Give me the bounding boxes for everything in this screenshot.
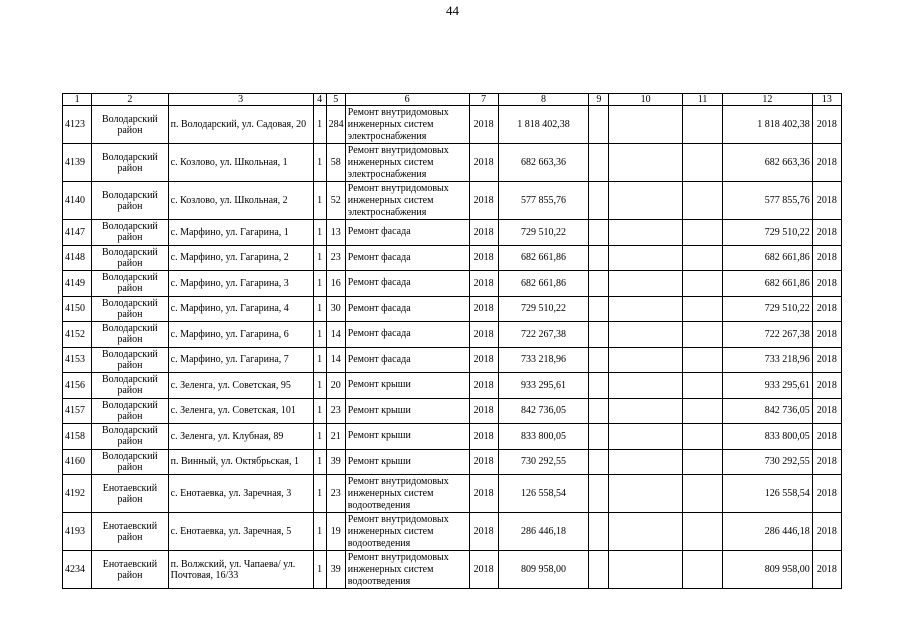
cell-col9 — [589, 513, 609, 551]
cell-cost: 682 663,36 — [498, 144, 589, 182]
cell-cost: 682 661,86 — [498, 271, 589, 297]
cell-work-type: Ремонт внутридомовых инженерных систем водоотведения — [345, 551, 469, 589]
cell-col11 — [682, 424, 722, 450]
cell-address: с. Марфино, ул. Гагарина, 1 — [168, 220, 313, 246]
cell-district: Володарский район — [92, 322, 168, 348]
cell-cost: 286 446,18 — [498, 513, 589, 551]
cell-year-final: 2018 — [812, 398, 841, 424]
cell-col5: 20 — [326, 373, 345, 399]
cell-total: 729 510,22 — [723, 296, 813, 322]
cell-col10 — [609, 182, 682, 220]
cell-work-type: Ремонт крыши — [345, 449, 469, 475]
column-header: 7 — [469, 94, 498, 106]
cell-record-id: 4152 — [63, 322, 92, 348]
cell-col11 — [682, 144, 722, 182]
cell-year-final: 2018 — [812, 296, 841, 322]
cell-address: п. Винный, ул. Октябрьская, 1 — [168, 449, 313, 475]
cell-cost: 682 661,86 — [498, 245, 589, 271]
cell-year-final: 2018 — [812, 322, 841, 348]
cell-year: 2018 — [469, 220, 498, 246]
cell-work-type: Ремонт внутридомовых инженерных систем электроснабжения — [345, 106, 469, 144]
cell-year-final: 2018 — [812, 513, 841, 551]
cell-col5: 23 — [326, 475, 345, 513]
cell-year: 2018 — [469, 424, 498, 450]
cell-col4: 1 — [313, 398, 326, 424]
cell-year-final: 2018 — [812, 182, 841, 220]
table-row — [63, 551, 842, 589]
cell-address: с. Козлово, ул. Школьная, 1 — [168, 144, 313, 182]
cell-col5: 52 — [326, 182, 345, 220]
cell-cost: 729 510,22 — [498, 296, 589, 322]
cell-col10 — [609, 551, 682, 589]
cell-col4: 1 — [313, 551, 326, 589]
cell-col4: 1 — [313, 513, 326, 551]
cell-year: 2018 — [469, 296, 498, 322]
cell-col10 — [609, 271, 682, 297]
cell-year-final: 2018 — [812, 551, 841, 589]
column-header: 1 — [63, 94, 92, 106]
cell-col11 — [682, 347, 722, 373]
cell-year-final: 2018 — [812, 475, 841, 513]
cell-col4: 1 — [313, 347, 326, 373]
column-header: 13 — [812, 94, 841, 106]
cell-district: Володарский район — [92, 271, 168, 297]
cell-record-id: 4157 — [63, 398, 92, 424]
cell-col9 — [589, 322, 609, 348]
cell-address: с. Козлово, ул. Школьная, 2 — [168, 182, 313, 220]
cell-year: 2018 — [469, 513, 498, 551]
cell-total: 842 736,05 — [723, 398, 813, 424]
cell-col11 — [682, 322, 722, 348]
column-header: 6 — [345, 94, 469, 106]
cell-year-final: 2018 — [812, 424, 841, 450]
cell-address: с. Марфино, ул. Гагарина, 3 — [168, 271, 313, 297]
cell-col5: 13 — [326, 220, 345, 246]
cell-work-type: Ремонт фасада — [345, 220, 469, 246]
cell-col4: 1 — [313, 475, 326, 513]
cell-col10 — [609, 475, 682, 513]
cell-cost: 733 218,96 — [498, 347, 589, 373]
cell-col5: 23 — [326, 398, 345, 424]
cell-record-id: 4147 — [63, 220, 92, 246]
cell-col9 — [589, 296, 609, 322]
cell-district: Володарский район — [92, 245, 168, 271]
cell-col4: 1 — [313, 182, 326, 220]
cell-col11 — [682, 449, 722, 475]
cell-work-type: Ремонт крыши — [345, 373, 469, 399]
column-header: 8 — [498, 94, 589, 106]
table-row — [63, 296, 842, 322]
cell-year-final: 2018 — [812, 220, 841, 246]
cell-record-id: 4149 — [63, 271, 92, 297]
column-header: 5 — [326, 94, 345, 106]
table-row — [63, 322, 842, 348]
cell-total: 577 855,76 — [723, 182, 813, 220]
cell-col9 — [589, 551, 609, 589]
table-row — [63, 424, 842, 450]
column-header: 12 — [723, 94, 813, 106]
column-number-row — [63, 94, 842, 106]
cell-col9 — [589, 245, 609, 271]
cell-col11 — [682, 296, 722, 322]
cell-year: 2018 — [469, 322, 498, 348]
cell-year: 2018 — [469, 245, 498, 271]
cell-year: 2018 — [469, 475, 498, 513]
cell-cost: 833 800,05 — [498, 424, 589, 450]
cell-col4: 1 — [313, 106, 326, 144]
repair-program-table — [62, 93, 842, 589]
cell-district: Володарский район — [92, 144, 168, 182]
cell-total: 730 292,55 — [723, 449, 813, 475]
cell-work-type: Ремонт фасада — [345, 245, 469, 271]
cell-record-id: 4140 — [63, 182, 92, 220]
table-row — [63, 475, 842, 513]
cell-year: 2018 — [469, 551, 498, 589]
cell-col10 — [609, 449, 682, 475]
cell-record-id: 4150 — [63, 296, 92, 322]
cell-col9 — [589, 144, 609, 182]
cell-address: с. Енотаевка, ул. Заречная, 3 — [168, 475, 313, 513]
cell-col11 — [682, 245, 722, 271]
cell-col10 — [609, 424, 682, 450]
cell-address: п. Володарский, ул. Садовая, 20 — [168, 106, 313, 144]
cell-col5: 58 — [326, 144, 345, 182]
table-row — [63, 245, 842, 271]
cell-address: п. Волжский, ул. Чапаева/ ул. Почтовая, 16/33 — [168, 551, 313, 589]
column-header: 10 — [609, 94, 682, 106]
cell-record-id: 4153 — [63, 347, 92, 373]
cell-col9 — [589, 347, 609, 373]
cell-col9 — [589, 449, 609, 475]
cell-col5: 30 — [326, 296, 345, 322]
cell-work-type: Ремонт крыши — [345, 398, 469, 424]
cell-col10 — [609, 398, 682, 424]
table-row — [63, 373, 842, 399]
cell-col9 — [589, 373, 609, 399]
cell-col5: 23 — [326, 245, 345, 271]
cell-year-final: 2018 — [812, 271, 841, 297]
cell-col11 — [682, 220, 722, 246]
cell-total: 729 510,22 — [723, 220, 813, 246]
cell-col5: 39 — [326, 551, 345, 589]
cell-cost: 730 292,55 — [498, 449, 589, 475]
cell-col5: 19 — [326, 513, 345, 551]
cell-col4: 1 — [313, 271, 326, 297]
cell-cost: 933 295,61 — [498, 373, 589, 399]
cell-address: с. Марфино, ул. Гагарина, 2 — [168, 245, 313, 271]
cell-year: 2018 — [469, 106, 498, 144]
column-header: 3 — [168, 94, 313, 106]
cell-col5: 39 — [326, 449, 345, 475]
cell-record-id: 4234 — [63, 551, 92, 589]
cell-year-final: 2018 — [812, 347, 841, 373]
cell-col4: 1 — [313, 296, 326, 322]
cell-district: Володарский район — [92, 220, 168, 246]
cell-work-type: Ремонт фасада — [345, 296, 469, 322]
cell-district: Володарский район — [92, 182, 168, 220]
cell-district: Володарский район — [92, 296, 168, 322]
cell-col10 — [609, 373, 682, 399]
cell-year: 2018 — [469, 373, 498, 399]
cell-col5: 284 — [326, 106, 345, 144]
cell-record-id: 4158 — [63, 424, 92, 450]
cell-address: с. Марфино, ул. Гагарина, 6 — [168, 322, 313, 348]
cell-year: 2018 — [469, 347, 498, 373]
cell-year-final: 2018 — [812, 373, 841, 399]
column-header: 9 — [589, 94, 609, 106]
cell-work-type: Ремонт крыши — [345, 424, 469, 450]
cell-district: Енотаевский район — [92, 551, 168, 589]
cell-total: 682 661,86 — [723, 245, 813, 271]
cell-year: 2018 — [469, 144, 498, 182]
cell-cost: 842 736,05 — [498, 398, 589, 424]
column-header: 11 — [682, 94, 722, 106]
cell-cost: 1 818 402,38 — [498, 106, 589, 144]
table-row — [63, 106, 842, 144]
table-row — [63, 347, 842, 373]
table-row — [63, 449, 842, 475]
cell-district: Володарский район — [92, 424, 168, 450]
cell-year-final: 2018 — [812, 106, 841, 144]
cell-col9 — [589, 398, 609, 424]
cell-work-type: Ремонт внутридомовых инженерных систем водоотведения — [345, 475, 469, 513]
cell-total: 1 818 402,38 — [723, 106, 813, 144]
cell-cost: 126 558,54 — [498, 475, 589, 513]
cell-work-type: Ремонт внутридомовых инженерных систем электроснабжения — [345, 182, 469, 220]
cell-district: Енотаевский район — [92, 513, 168, 551]
cell-col10 — [609, 296, 682, 322]
cell-address: с. Енотаевка, ул. Заречная, 5 — [168, 513, 313, 551]
cell-col11 — [682, 373, 722, 399]
cell-col11 — [682, 551, 722, 589]
cell-col4: 1 — [313, 373, 326, 399]
cell-total: 682 661,86 — [723, 271, 813, 297]
cell-work-type: Ремонт внутридомовых инженерных систем электроснабжения — [345, 144, 469, 182]
cell-record-id: 4192 — [63, 475, 92, 513]
cell-col9 — [589, 220, 609, 246]
cell-col5: 16 — [326, 271, 345, 297]
cell-col5: 21 — [326, 424, 345, 450]
cell-year-final: 2018 — [812, 245, 841, 271]
cell-record-id: 4156 — [63, 373, 92, 399]
cell-col4: 1 — [313, 424, 326, 450]
page-number: 44 — [446, 3, 459, 18]
cell-col10 — [609, 513, 682, 551]
cell-work-type: Ремонт внутридомовых инженерных систем водоотведения — [345, 513, 469, 551]
cell-year: 2018 — [469, 398, 498, 424]
cell-address: с. Марфино, ул. Гагарина, 7 — [168, 347, 313, 373]
cell-col4: 1 — [313, 220, 326, 246]
cell-record-id: 4193 — [63, 513, 92, 551]
cell-record-id: 4160 — [63, 449, 92, 475]
table-row — [63, 398, 842, 424]
table-row — [63, 182, 842, 220]
cell-district: Енотаевский район — [92, 475, 168, 513]
cell-col11 — [682, 475, 722, 513]
table-row — [63, 144, 842, 182]
cell-year-final: 2018 — [812, 449, 841, 475]
cell-work-type: Ремонт фасада — [345, 271, 469, 297]
cell-col4: 1 — [313, 144, 326, 182]
cell-district: Володарский район — [92, 106, 168, 144]
cell-address: с. Зеленга, ул. Советская, 101 — [168, 398, 313, 424]
cell-total: 126 558,54 — [723, 475, 813, 513]
column-header: 4 — [313, 94, 326, 106]
cell-col11 — [682, 271, 722, 297]
cell-year-final: 2018 — [812, 144, 841, 182]
cell-col10 — [609, 106, 682, 144]
cell-col10 — [609, 220, 682, 246]
cell-col5: 14 — [326, 347, 345, 373]
cell-year: 2018 — [469, 449, 498, 475]
cell-total: 722 267,38 — [723, 322, 813, 348]
cell-col9 — [589, 475, 609, 513]
cell-col10 — [609, 144, 682, 182]
cell-col11 — [682, 513, 722, 551]
cell-district: Володарский район — [92, 449, 168, 475]
cell-address: с. Марфино, ул. Гагарина, 4 — [168, 296, 313, 322]
cell-cost: 729 510,22 — [498, 220, 589, 246]
cell-col11 — [682, 398, 722, 424]
cell-col4: 1 — [313, 245, 326, 271]
cell-total: 733 218,96 — [723, 347, 813, 373]
cell-col11 — [682, 182, 722, 220]
table-row — [63, 271, 842, 297]
table-row — [63, 220, 842, 246]
cell-address: с. Зеленга, ул. Клубная, 89 — [168, 424, 313, 450]
cell-total: 933 295,61 — [723, 373, 813, 399]
cell-col10 — [609, 245, 682, 271]
cell-cost: 722 267,38 — [498, 322, 589, 348]
cell-col9 — [589, 106, 609, 144]
cell-district: Володарский район — [92, 347, 168, 373]
cell-district: Володарский район — [92, 373, 168, 399]
cell-col4: 1 — [313, 449, 326, 475]
cell-year: 2018 — [469, 182, 498, 220]
cell-record-id: 4123 — [63, 106, 92, 144]
cell-address: с. Зеленга, ул. Советская, 95 — [168, 373, 313, 399]
cell-col10 — [609, 347, 682, 373]
column-header: 2 — [92, 94, 168, 106]
cell-col9 — [589, 182, 609, 220]
cell-col5: 14 — [326, 322, 345, 348]
table-row — [63, 513, 842, 551]
cell-total: 833 800,05 — [723, 424, 813, 450]
cell-col10 — [609, 322, 682, 348]
cell-total: 286 446,18 — [723, 513, 813, 551]
cell-col9 — [589, 424, 609, 450]
cell-cost: 577 855,76 — [498, 182, 589, 220]
cell-total: 682 663,36 — [723, 144, 813, 182]
cell-cost: 809 958,00 — [498, 551, 589, 589]
cell-col11 — [682, 106, 722, 144]
cell-work-type: Ремонт фасада — [345, 347, 469, 373]
cell-record-id: 4148 — [63, 245, 92, 271]
cell-year: 2018 — [469, 271, 498, 297]
cell-col9 — [589, 271, 609, 297]
cell-district: Володарский район — [92, 398, 168, 424]
cell-record-id: 4139 — [63, 144, 92, 182]
cell-total: 809 958,00 — [723, 551, 813, 589]
cell-work-type: Ремонт фасада — [345, 322, 469, 348]
cell-col4: 1 — [313, 322, 326, 348]
